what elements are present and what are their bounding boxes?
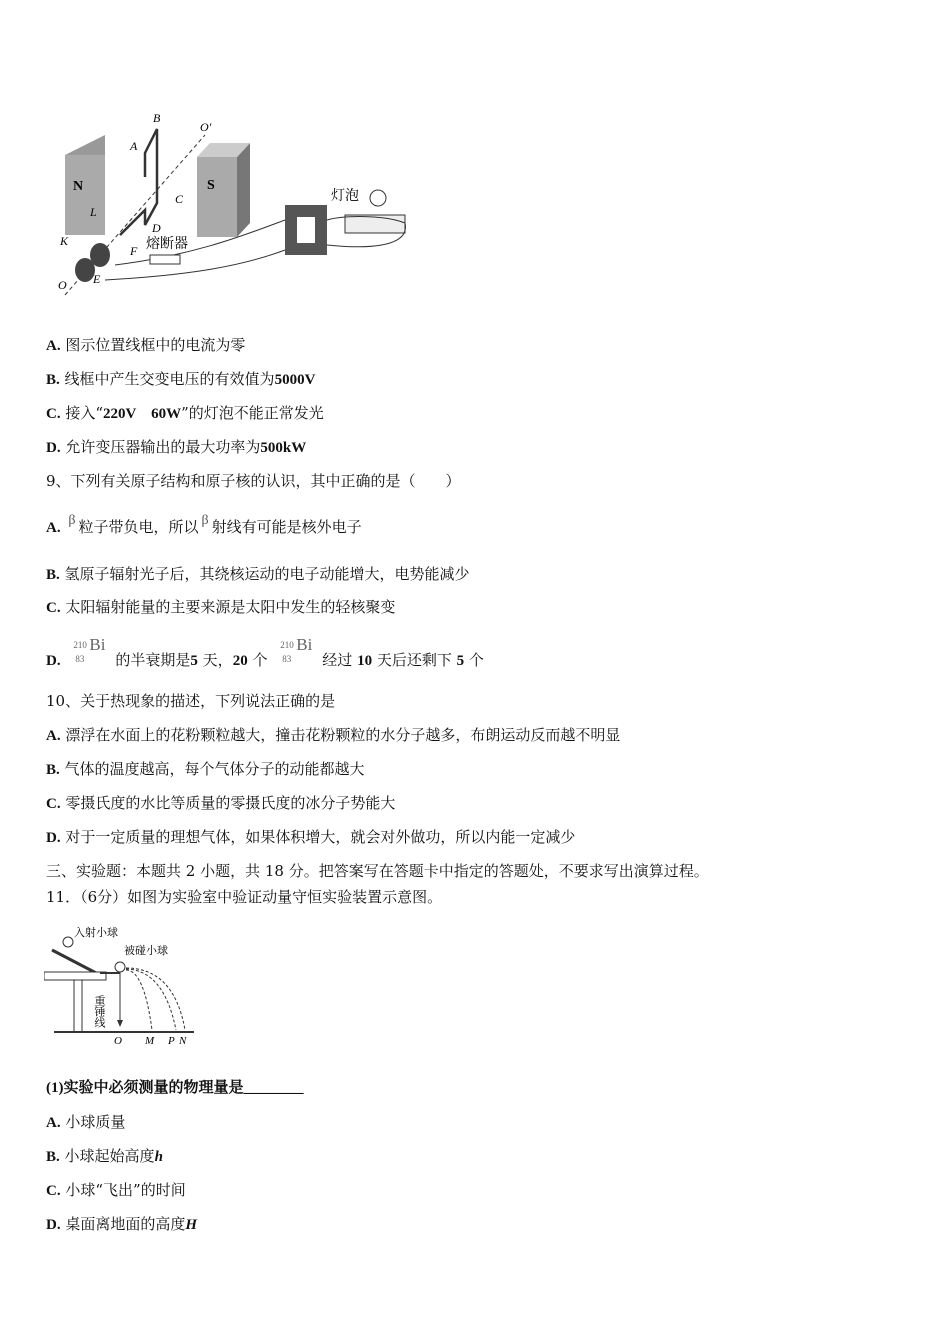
label-o-prime: O′: [200, 120, 212, 134]
q11-option-b: [46, 1146, 163, 1167]
label-target-ball: 被碰小球: [124, 945, 168, 957]
option-text: 射线有可能是核外电子: [211, 518, 362, 536]
number: 20: [232, 653, 248, 669]
q11-sub1: (1)实验中必须测量的物理量是________: [46, 1080, 304, 1096]
option-value: 5000V: [274, 372, 316, 388]
option-label: B.: [46, 372, 60, 388]
q9-option-c: [46, 597, 395, 618]
option-text: ”的灯泡不能正常发光: [181, 404, 324, 422]
generator-circuit-figure: [45, 105, 415, 300]
option-text: 桌面离地面的高度: [65, 1215, 186, 1233]
magnet-s: [197, 157, 237, 237]
q8-option-c: [46, 403, 324, 424]
label-bulb: 灯泡: [331, 189, 359, 204]
atomic-number: 83: [75, 654, 85, 664]
magnet-n: [65, 155, 105, 235]
q8-option-b: [46, 369, 315, 390]
label-n: N: [73, 179, 84, 194]
variable: h: [154, 1149, 163, 1165]
element-symbol: Bi: [296, 635, 313, 654]
beta-symbol: β: [201, 513, 209, 528]
number: 5: [456, 653, 465, 669]
q11-option-a: [46, 1112, 125, 1133]
label-s: S: [207, 178, 215, 193]
variable: H: [185, 1217, 198, 1233]
option-value: 500kW: [260, 440, 307, 456]
option-text: 天后还剩下: [376, 651, 452, 669]
beta-symbol: β: [68, 513, 76, 528]
element-symbol: Bi: [89, 635, 106, 654]
label-k: K: [60, 234, 69, 248]
option-text: 线框中产生交变电压的有效值为: [64, 370, 275, 388]
option-text: 漂浮在水面上的花粉颗粒越大，撞击花粉颗粒的水分子越多，布朗运动反而越不明显: [65, 726, 621, 744]
isotope-bi: [280, 635, 318, 667]
q10-option-d: [46, 827, 575, 848]
option-text: 气体的温度越高，每个气体分子的动能都越大: [64, 760, 365, 778]
label-n: N: [179, 1035, 187, 1047]
option-label: C.: [46, 796, 61, 812]
option-text: 允许变压器输出的最大功率为: [65, 438, 261, 456]
option-label: C.: [46, 600, 61, 616]
q11-option-c: [46, 1180, 186, 1201]
q10-stem: 10、关于热现象的描述，下列说法正确的是: [46, 692, 336, 710]
q9-stem: 9、下列有关原子结构和原子核的认识，其中正确的是（ ）: [46, 472, 461, 490]
momentum-experiment-figure: [44, 920, 204, 1048]
option-label: D.: [46, 440, 61, 456]
option-text: 太阳辐射能量的主要来源是太阳中发生的轻核聚变: [65, 598, 396, 616]
option-text: 零摄氏度的水比等质量的零摄氏度的冰分子势能大: [65, 794, 396, 812]
option-label: D.: [46, 1217, 61, 1233]
option-text: 天，: [202, 651, 233, 669]
label-a: A: [130, 139, 138, 153]
q8-option-d: [46, 437, 306, 458]
label-plumb-line: 重锤线: [93, 995, 105, 1028]
mass-number: 210: [73, 640, 87, 650]
option-text: 经过: [322, 651, 353, 669]
label-l: L: [90, 205, 97, 219]
option-label: A.: [46, 520, 61, 536]
option-text: 对于一定质量的理想气体，如果体积增大，就会对外做功，所以内能一定减少: [65, 828, 576, 846]
label-fuse: 熔断器: [146, 237, 188, 252]
option-text: 个: [252, 651, 268, 669]
q10-option-b: [46, 759, 365, 780]
section-3-heading: 三、实验题：本题共 2 小题，共 18 分。把答案写在答题卡中指定的答题处，不要求写出演算过程。: [46, 862, 709, 880]
label-incident-ball: 入射小球: [74, 927, 118, 939]
label-d: D: [152, 221, 161, 235]
q11-stem: 11．（6分）如图为实验室中验证动量守恒实验装置示意图。: [46, 888, 443, 906]
option-text: 小球质量: [65, 1113, 126, 1131]
option-label: A.: [46, 1115, 61, 1131]
option-label: B.: [46, 567, 60, 583]
label-m: M: [145, 1035, 155, 1047]
option-label: C.: [46, 1183, 61, 1199]
option-text: 小球“飞出”的时间: [65, 1181, 186, 1199]
q10-option-a: [46, 725, 620, 746]
q9-option-a: [46, 513, 362, 539]
number: 10: [357, 653, 373, 669]
label-e: E: [93, 272, 101, 286]
q9-option-b: [46, 564, 470, 585]
option-text: 的半衰期是: [115, 651, 191, 669]
option-label: D.: [46, 653, 61, 669]
label-f: F: [130, 244, 138, 258]
option-label: B.: [46, 1149, 60, 1165]
label-c: C: [175, 192, 184, 206]
q11-option-d: [46, 1214, 197, 1235]
option-text: 粒子带负电，所以: [78, 518, 199, 536]
q8-option-a: [46, 335, 245, 356]
label-o: O: [114, 1035, 122, 1047]
option-value: 220V 60W: [103, 406, 182, 422]
mass-number: 210: [280, 640, 294, 650]
option-text: 图示位置线框中的电流为零: [65, 336, 246, 354]
option-text: 小球起始高度: [64, 1147, 155, 1165]
q10-option-c: [46, 793, 395, 814]
option-label: A.: [46, 728, 61, 744]
label-p: P: [168, 1035, 175, 1047]
q9-option-d: [46, 635, 484, 671]
number: 5: [190, 653, 198, 669]
option-label: D.: [46, 830, 61, 846]
option-text: 个: [468, 651, 484, 669]
option-label: B.: [46, 762, 60, 778]
atomic-number: 83: [282, 654, 292, 664]
label-b: B: [153, 111, 161, 125]
option-label: A.: [46, 338, 61, 354]
isotope-bi: [73, 635, 111, 667]
option-text: 接入“: [65, 404, 104, 422]
option-label: C.: [46, 406, 61, 422]
option-text: 氢原子辐射光子后，其绕核运动的电子动能增大，电势能减少: [64, 565, 470, 583]
label-o: O: [58, 278, 67, 292]
